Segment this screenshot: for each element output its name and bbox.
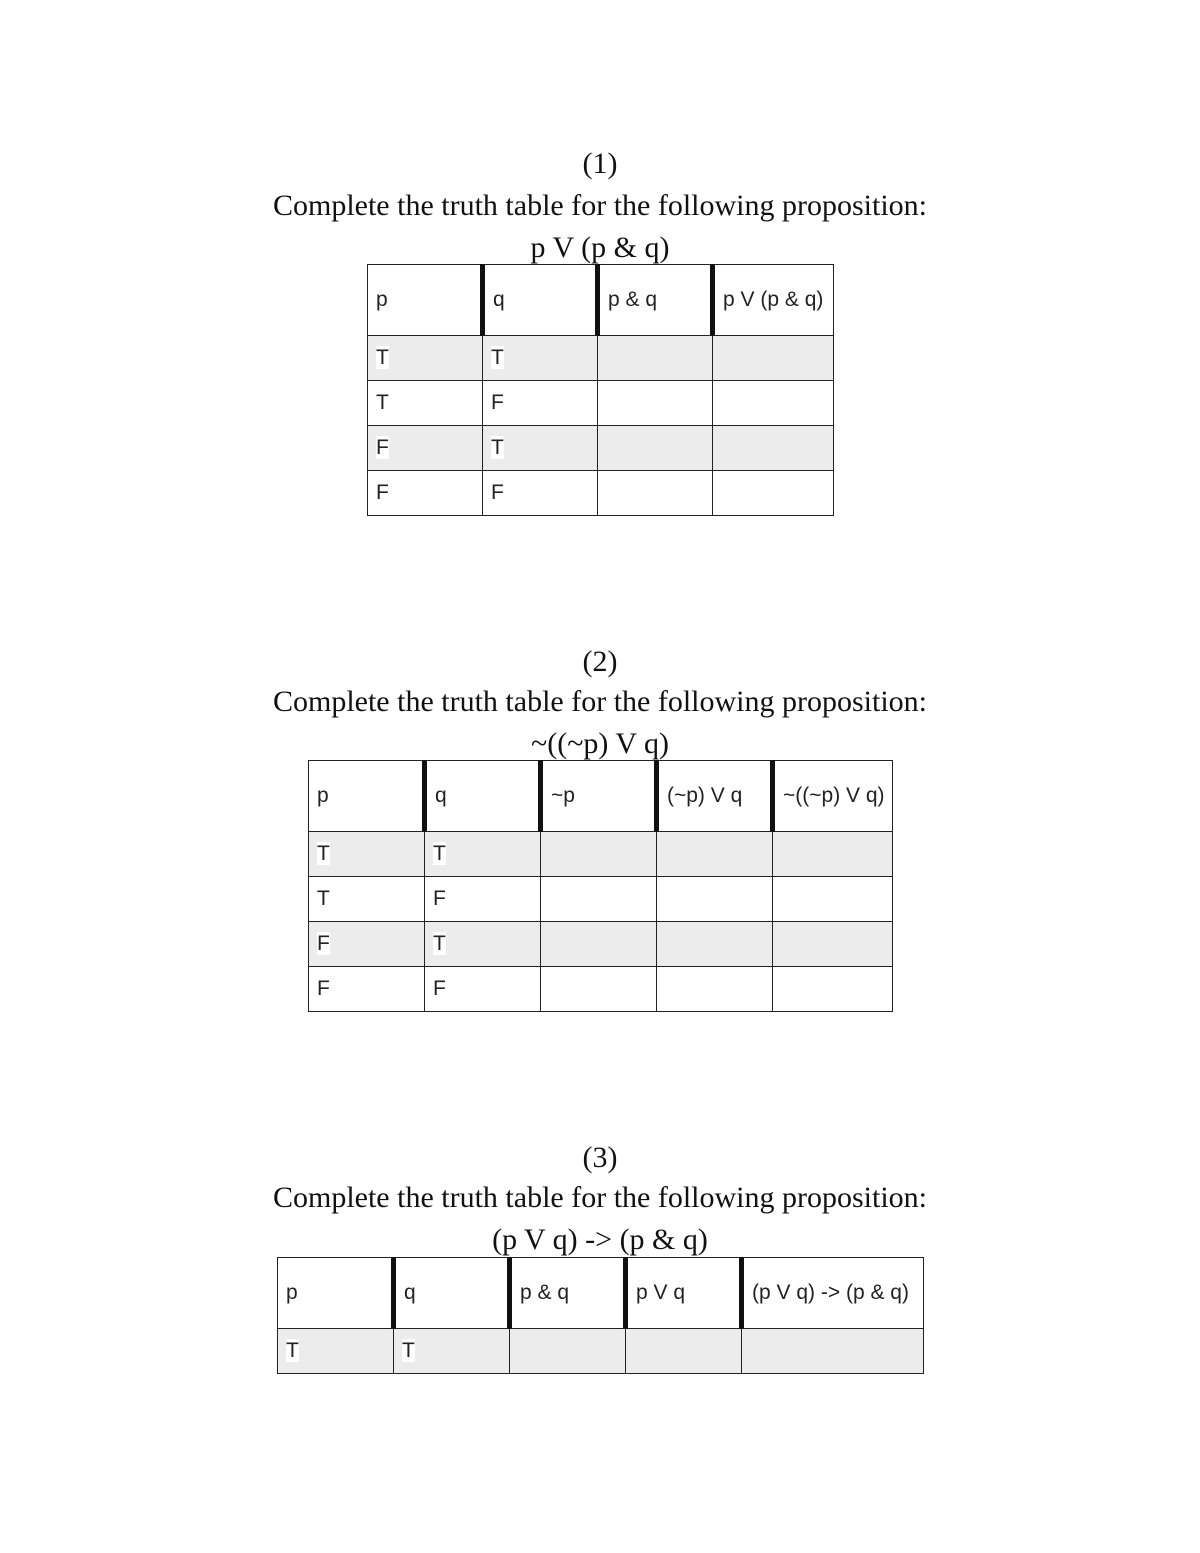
answer-cell[interactable] xyxy=(598,426,713,471)
answer-cell[interactable] xyxy=(657,877,773,922)
answer-cell[interactable] xyxy=(510,1329,626,1374)
table-row xyxy=(368,381,834,426)
header-cell: p & q xyxy=(510,1258,626,1329)
answer-cell[interactable] xyxy=(773,877,893,922)
header-cell: ~p xyxy=(541,761,657,832)
value-cell: T xyxy=(278,1329,394,1374)
value-cell: T xyxy=(394,1329,510,1374)
header-cell: q xyxy=(483,265,598,336)
table-row xyxy=(309,832,893,877)
value-cell: F xyxy=(309,922,425,967)
value-cell: F xyxy=(368,471,483,516)
problem-number: (2) xyxy=(582,645,618,678)
value-cell: T xyxy=(483,336,598,381)
table-row xyxy=(368,471,834,516)
answer-cell[interactable] xyxy=(598,381,713,426)
value-cell: F xyxy=(368,426,483,471)
truth-table xyxy=(277,1257,924,1374)
problem-proposition: ~((~p) V q) xyxy=(530,727,669,760)
value-cell: T xyxy=(309,877,425,922)
table-row xyxy=(368,336,834,381)
value-cell: T xyxy=(368,336,483,381)
table-header-row xyxy=(278,1258,924,1329)
answer-cell[interactable] xyxy=(773,832,893,877)
header-cell: p & q xyxy=(598,265,713,336)
truth-table xyxy=(308,760,893,1012)
problem-proposition: p V (p & q) xyxy=(530,231,670,264)
problem-number: (1) xyxy=(582,147,618,180)
table-row xyxy=(309,967,893,1012)
header-cell: q xyxy=(425,761,541,832)
value-cell: T xyxy=(483,426,598,471)
value-cell: F xyxy=(483,471,598,516)
answer-cell[interactable] xyxy=(713,471,834,516)
answer-cell[interactable] xyxy=(773,922,893,967)
answer-cell[interactable] xyxy=(657,967,773,1012)
header-cell: p xyxy=(309,761,425,832)
value-cell: F xyxy=(483,381,598,426)
answer-cell[interactable] xyxy=(598,471,713,516)
answer-cell[interactable] xyxy=(657,922,773,967)
table-row xyxy=(309,877,893,922)
header-cell: q xyxy=(394,1258,510,1329)
answer-cell[interactable] xyxy=(713,336,834,381)
value-cell: T xyxy=(368,381,483,426)
answer-cell[interactable] xyxy=(773,967,893,1012)
problem-number: (3) xyxy=(582,1141,618,1174)
answer-cell[interactable] xyxy=(541,967,657,1012)
header-cell: p V (p & q) xyxy=(713,265,834,336)
table-header-row xyxy=(368,265,834,336)
value-cell: T xyxy=(425,832,541,877)
value-cell: F xyxy=(425,877,541,922)
header-cell: p V q xyxy=(626,1258,742,1329)
answer-cell[interactable] xyxy=(541,877,657,922)
value-cell: T xyxy=(425,922,541,967)
header-cell: ~((~p) V q) xyxy=(773,761,893,832)
header-cell: (~p) V q xyxy=(657,761,773,832)
problem-instruction: Complete the truth table for the following proposition: xyxy=(272,189,928,222)
value-cell: F xyxy=(309,967,425,1012)
header-cell: p xyxy=(368,265,483,336)
problem-proposition: (p V q) -> (p & q) xyxy=(492,1223,708,1256)
table-header-row xyxy=(309,761,893,832)
answer-cell[interactable] xyxy=(541,832,657,877)
table-row xyxy=(278,1329,924,1374)
header-cell: p xyxy=(278,1258,394,1329)
answer-cell[interactable] xyxy=(598,336,713,381)
answer-cell[interactable] xyxy=(626,1329,742,1374)
answer-cell[interactable] xyxy=(713,426,834,471)
header-cell: (p V q) -> (p & q) xyxy=(742,1258,924,1329)
answer-cell[interactable] xyxy=(541,922,657,967)
answer-cell[interactable] xyxy=(742,1329,924,1374)
table-row xyxy=(368,426,834,471)
problem-instruction: Complete the truth table for the following proposition: xyxy=(272,1181,928,1214)
value-cell: F xyxy=(425,967,541,1012)
answer-cell[interactable] xyxy=(657,832,773,877)
table-row xyxy=(309,922,893,967)
problem-instruction: Complete the truth table for the following proposition: xyxy=(272,685,928,718)
truth-table xyxy=(367,264,834,516)
value-cell: T xyxy=(309,832,425,877)
answer-cell[interactable] xyxy=(713,381,834,426)
